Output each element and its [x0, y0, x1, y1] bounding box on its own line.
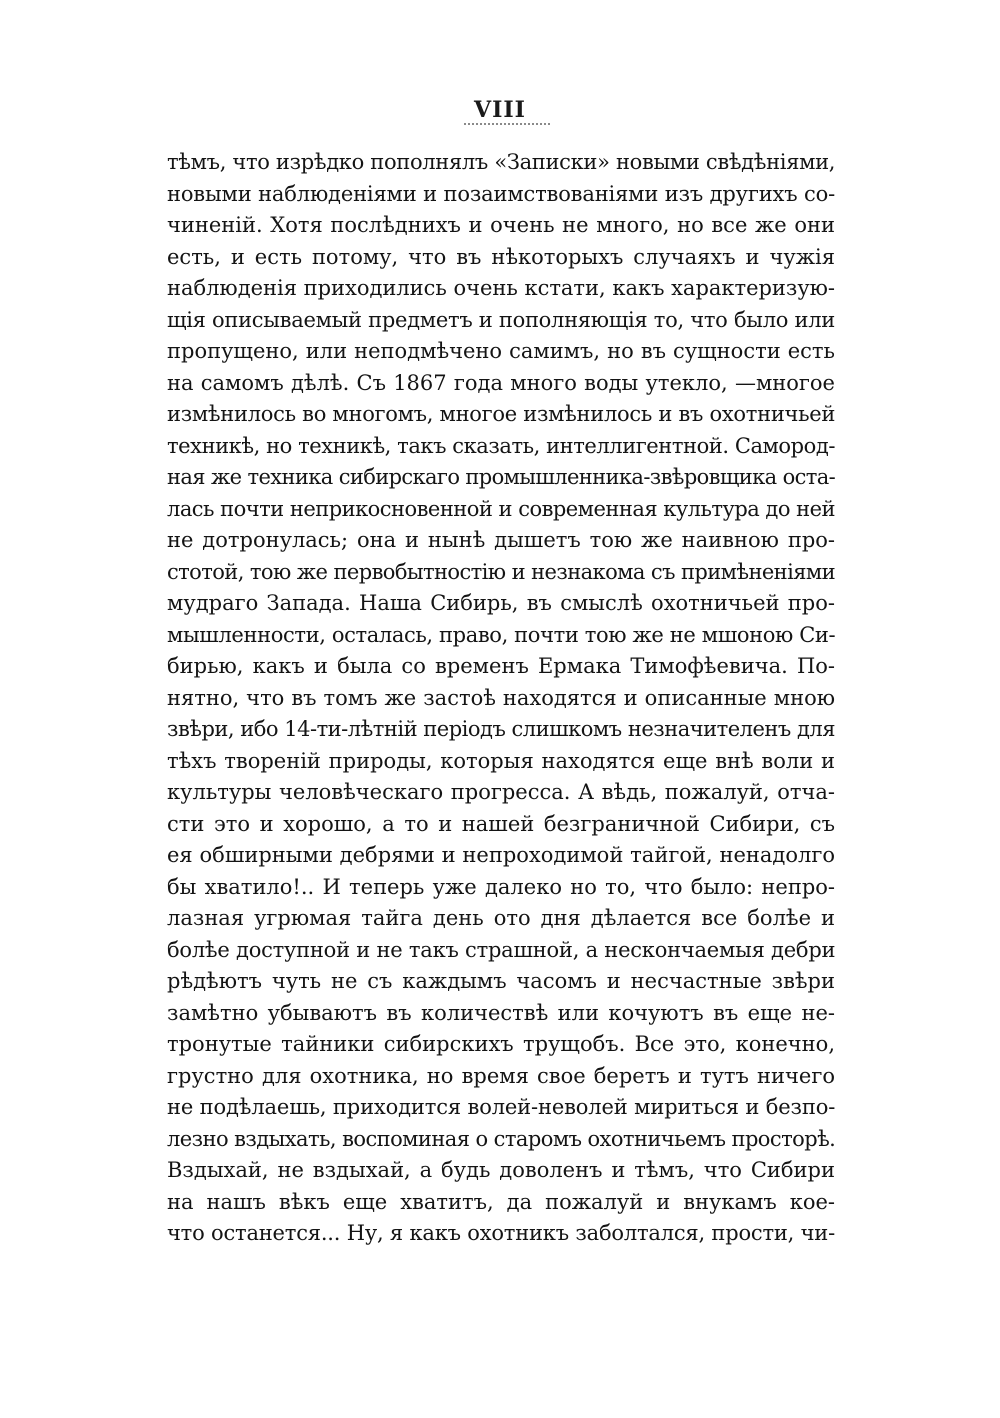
text-line: новыми наблюденіями и позаимствованіями изъ другихъ со- — [167, 181, 835, 206]
text-line: стотой, тою же первобытностію и незнакома съ примѣненіями — [167, 559, 835, 584]
text-line: пропущено, или неподмѣчено самимъ, но въ сущности есть — [167, 339, 835, 363]
text-line: рѣдѣютъ чуть не съ каждымъ часомъ и несчастные звѣри — [167, 969, 835, 993]
text-line: щія описываемый предметъ и пополняющія то, что было или — [167, 307, 835, 332]
text-line: лезно вздыхать, воспоминая о старомъ охотничьемъ просторѣ. — [167, 1126, 836, 1151]
text-line: тѣмъ, что изрѣдко пополнялъ «Записки» новыми свѣдѣніями, — [167, 150, 836, 174]
text-line: тѣхъ твореній природы, которыя находятся еще внѣ воли и — [167, 748, 835, 773]
text-line: бирью, какъ и была со временъ Ермака Тимофѣевича. По- — [167, 654, 835, 678]
text-line: болѣе доступной и не такъ страшной, а нескончаемыя дебри — [167, 937, 836, 962]
text-line: на нашъ вѣкъ еще хватитъ, да пожалуй и внукамъ кое- — [167, 1189, 835, 1214]
text-line: мудраго Запада. Наша Сибирь, въ смыслѣ охотничьей про- — [167, 591, 835, 615]
text-line: нятно, что въ томъ же застоѣ находятся и описанные мною — [167, 685, 835, 710]
text-line: техникѣ, но техникѣ, такъ сказать, интеллигентной. Самород- — [167, 433, 835, 458]
text-line: ная же техника сибирскаго промышленника-звѣровщика оста- — [167, 465, 836, 489]
text-line: звѣри, ибо 14-ти-лѣтній періодъ слишкомъ незначителенъ для — [167, 717, 835, 741]
text-line: бы хватило!.. И теперь уже далеко но то, что было: непро- — [167, 874, 835, 899]
body-text — [167, 147, 835, 1250]
text-line: сти это и хорошо, а то и нашей безграничной Сибири, съ — [167, 811, 835, 836]
text-line: чиненій. Хотя послѣднихъ и очень не много, но все же они — [167, 213, 835, 237]
text-line: мышленности, осталась, право, почти тою же не мшоною Си- — [167, 622, 836, 647]
text-line: тронутые тайники сибирскихъ трущобъ. Все это, конечно, — [167, 1032, 835, 1056]
text-line: не подѣлаешь, приходится волей-неволей мириться и безпо- — [167, 1095, 836, 1119]
text-line: лась почти неприкосновенной и современная культура до ней — [167, 496, 835, 521]
text-line: что останется... Ну, я какъ охотникъ заболтался, прости, чи- — [167, 1221, 835, 1245]
page-number: VIII — [474, 97, 526, 123]
text-line: не дотронулась; она и нынѣ дышетъ тою же наивною про- — [167, 528, 835, 552]
text-line: наблюденія приходились очень кстати, какъ характеризую- — [167, 276, 835, 300]
text-line: ея обширными дебрями и непроходимой тайгой, ненадолго — [167, 843, 835, 867]
text-line: на самомъ дѣлѣ. Съ 1867 года много воды утекло, —многое — [167, 370, 835, 395]
text-line: лазная угрюмая тайга день ото дня дѣлается все болѣе и — [167, 906, 835, 930]
text-line: Вздыхай, не вздыхай, а будь доволенъ и тѣмъ, что Сибири — [167, 1158, 835, 1182]
text-line: культуры человѣческаго прогресса. А вѣдь, пожалуй, отча- — [167, 780, 835, 804]
text-line: измѣнилось во многомъ, многое измѣнилось и въ охотничьей — [167, 402, 836, 426]
text-line: замѣтно убываютъ въ количествѣ или кочуютъ въ еще не- — [167, 1000, 835, 1025]
text-line: есть, и есть потому, что въ нѣкоторыхъ случаяхъ и чужія — [167, 244, 835, 269]
header-rule — [464, 123, 550, 125]
text-line: грустно для охотника, но время свое беретъ и тутъ ничего — [167, 1063, 835, 1088]
